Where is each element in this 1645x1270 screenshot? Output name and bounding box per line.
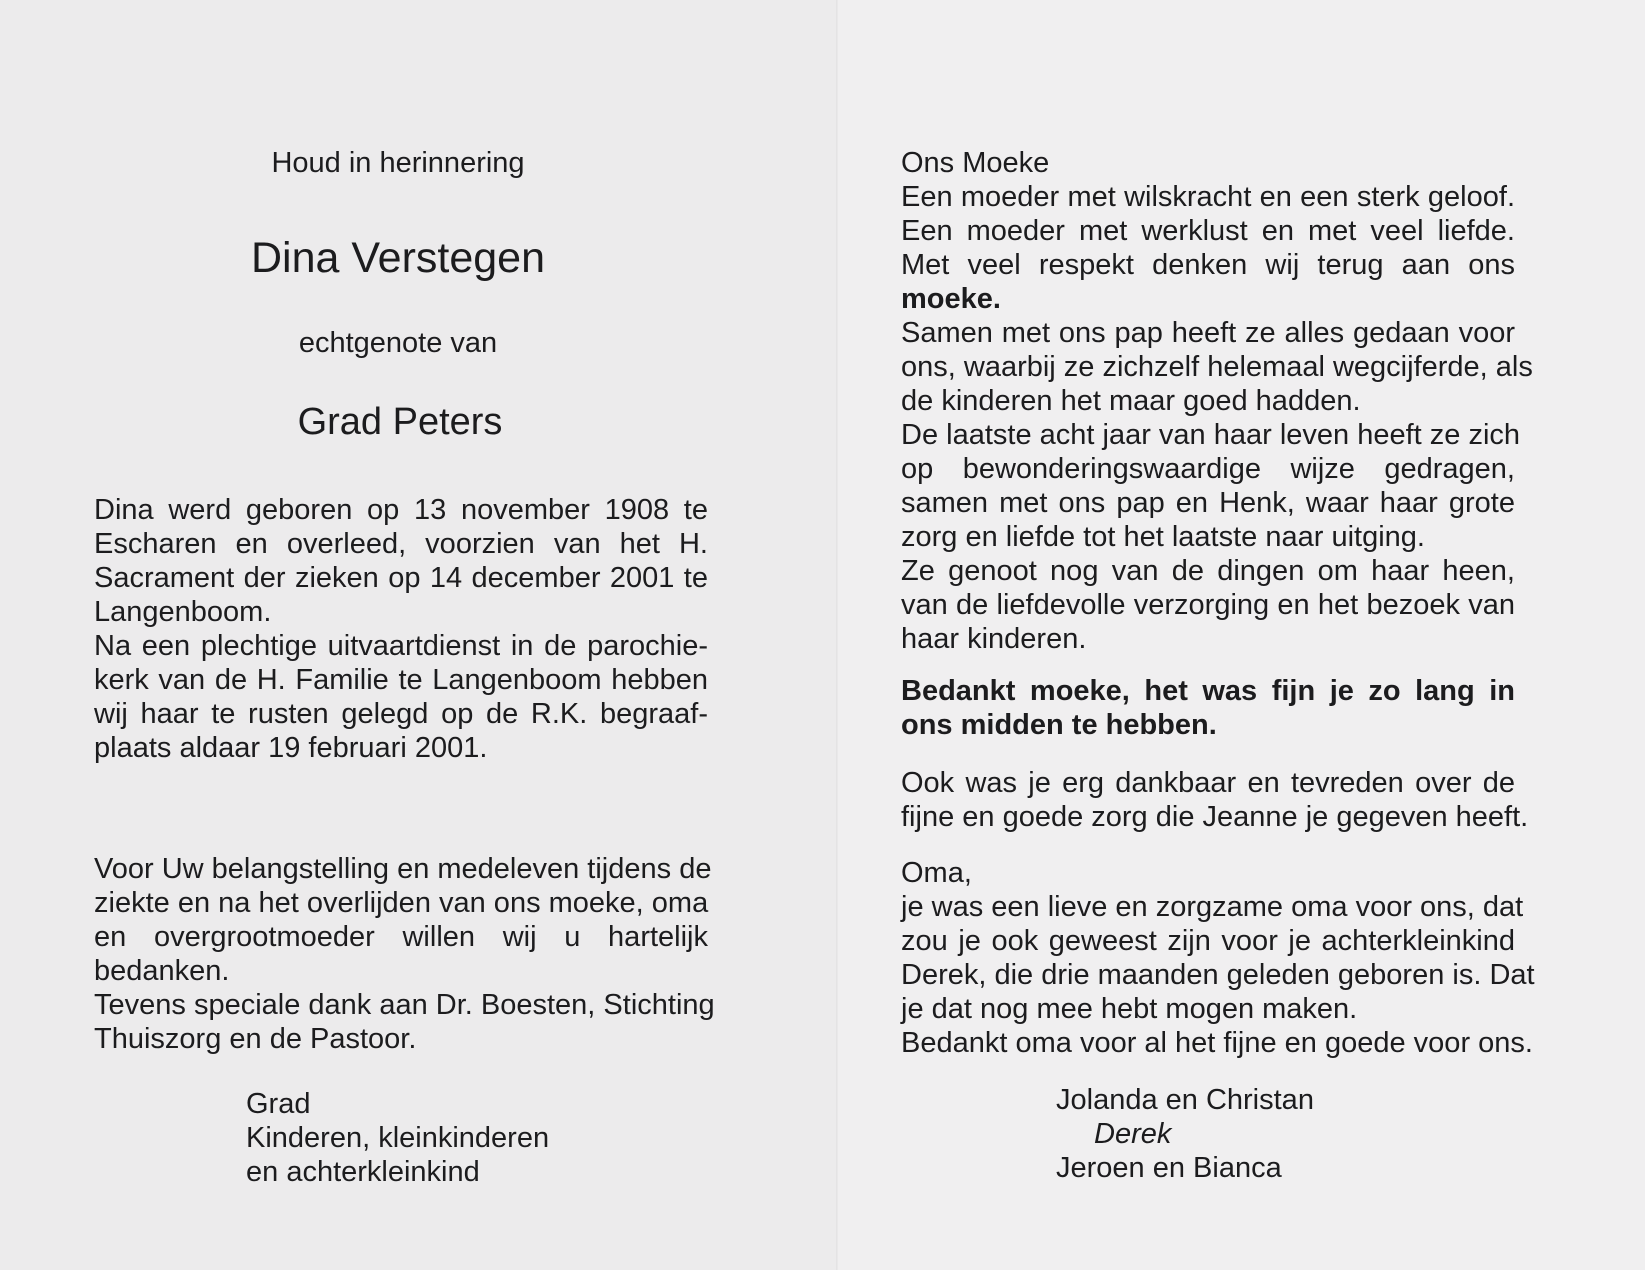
signature-line: en achterkleinkind bbox=[246, 1156, 480, 1188]
thanks-line: Voor Uw belangstelling en medeleven tijdens de bbox=[94, 853, 712, 885]
biography-line: Na een plechtige uitvaartdienst in de parochie- bbox=[94, 630, 708, 662]
deceased-name: Dina Verstegen bbox=[250, 234, 546, 282]
tribute-line: De laatste acht jaar van haar leven heeft ze zich bbox=[901, 419, 1521, 451]
gratitude-line: Ook was je erg dankbaar en tevreden over de bbox=[901, 767, 1515, 799]
bold-thanks-line: Bedankt moeke, het was fijn je zo lang in bbox=[901, 675, 1515, 707]
signature-line: Grad bbox=[246, 1088, 311, 1120]
signature-line: Derek bbox=[1094, 1118, 1172, 1150]
tribute-line: Samen met ons pap heeft ze alles gedaan voor bbox=[901, 317, 1515, 349]
tribute-line: Ze genoot nog van de dingen om haar heen, bbox=[901, 555, 1515, 587]
tribute-line: samen met ons pap en Henk, waar haar grote bbox=[901, 487, 1515, 519]
bold-thanks-line: ons midden te hebben. bbox=[901, 709, 1217, 741]
biography-line: plaats aldaar 19 februari 2001. bbox=[94, 732, 488, 764]
biography-line: Langenboom. bbox=[94, 596, 272, 628]
biography-line: kerk van de H. Familie te Langenboom hebben bbox=[94, 664, 708, 696]
oma-line: je dat nog mee hebt mogen maken. bbox=[901, 993, 1358, 1025]
biography-line: Sacrament der zieken op 14 december 2001 te bbox=[94, 562, 708, 594]
tribute-line: moeke. bbox=[901, 283, 1001, 315]
thanks-line: Tevens speciale dank aan Dr. Boesten, Stichting bbox=[94, 989, 715, 1021]
tribute-line: op bewonderingswaardige wijze gedragen, bbox=[901, 453, 1515, 485]
tribute-line: van de liefdevolle verzorging en het bezoek van bbox=[901, 589, 1515, 621]
tribute-line: ons, waarbij ze zichzelf helemaal wegcijferde, als bbox=[901, 351, 1533, 383]
biography-line: Dina werd geboren op 13 november 1908 te bbox=[94, 494, 708, 526]
biography-line: wij haar te rusten gelegd op de R.K. begraaf- bbox=[94, 698, 708, 730]
intro-text: Houd in herinnering bbox=[271, 147, 525, 179]
oma-line: Bedankt oma voor al het fijne en goede voor ons. bbox=[901, 1027, 1533, 1059]
signature-line: Kinderen, kleinkinderen bbox=[246, 1122, 550, 1154]
thanks-line: Thuiszorg en de Pastoor. bbox=[94, 1023, 417, 1055]
biography-line: Escharen en overleed, voorzien van het H. bbox=[94, 528, 708, 560]
tribute-line: de kinderen het maar goed hadden. bbox=[901, 385, 1361, 417]
poem-heading: Ons Moeke bbox=[901, 147, 1050, 179]
gratitude-line: fijne en goede zorg die Jeanne je gegeven heeft. bbox=[901, 801, 1529, 833]
oma-line: zou je ook geweest zijn voor je achterkleinkind bbox=[901, 925, 1515, 957]
oma-heading: Oma, bbox=[901, 857, 972, 889]
tribute-line: Een moeder met wilskracht en een sterk geloof. bbox=[901, 181, 1515, 213]
tribute-line: haar kinderen. bbox=[901, 623, 1087, 655]
signature-line: Jolanda en Christan bbox=[1056, 1084, 1314, 1116]
spouse-intro: echtgenote van bbox=[298, 327, 498, 359]
oma-line: Derek, die drie maanden geleden geboren is. Dat bbox=[901, 959, 1535, 991]
signature-line: Jeroen en Bianca bbox=[1056, 1152, 1282, 1184]
card-right-page bbox=[838, 0, 1645, 1270]
tribute-line: zorg en liefde tot het laatste naar uitging. bbox=[901, 521, 1425, 553]
thanks-line: ziekte en na het overlijden van ons moeke, oma bbox=[94, 887, 709, 919]
spouse-name: Grad Peters bbox=[297, 401, 503, 443]
oma-line: je was een lieve en zorgzame oma voor ons, dat bbox=[901, 891, 1524, 923]
tribute-line: Een moeder met werklust en met veel liefde. bbox=[901, 215, 1515, 247]
tribute-line: Met veel respekt denken wij terug aan ons bbox=[901, 249, 1515, 281]
thanks-line: bedanken. bbox=[94, 955, 230, 987]
thanks-line: en overgrootmoeder willen wij u hartelijk bbox=[94, 921, 708, 953]
